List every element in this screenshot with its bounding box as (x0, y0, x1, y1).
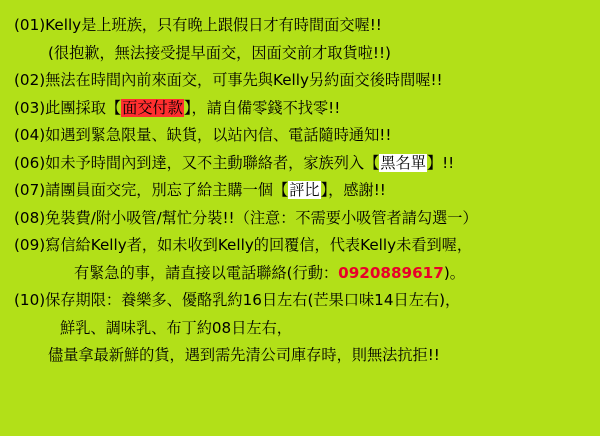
item-08-text: (08)免裝費/附小吸管/幫忙分裝!!（注意：不需要小吸管者請勾選一） (14, 208, 478, 227)
item-10 (14, 287, 590, 315)
item-07 (14, 177, 590, 205)
item-06-text: (06)如未予時間內到達，又不主動聯絡者，家族列入【 (14, 153, 380, 172)
item-04-text: (04)如遇到緊急限量、缺貨，以站內信、電話隨時通知!! (14, 126, 392, 144)
item-09-text: (09)寫信給Kelly者，如未收到Kelly的回覆信，代表Kelly未看到喔， (14, 236, 473, 254)
item-09 (14, 232, 590, 260)
item-04 (14, 122, 590, 150)
item-01-note (14, 40, 590, 68)
item-01-text: (01)Kelly是上班族，只有晚上跟假日才有時間面交喔!! (14, 16, 382, 34)
item-03-highlight: 面交付款 (122, 98, 183, 117)
item-07-text: (07)請團員面交完，別忘了給主購一個【 (14, 181, 289, 199)
item-03 (14, 95, 590, 123)
item-09-cont (14, 260, 590, 288)
contact-phone-number: 0920889617 (338, 263, 444, 282)
item-09-cont-text: )。 (443, 263, 465, 282)
item-10-text: (10)保存期限：養樂多、優酪乳約16日左右(芒果口味14日左右)， (14, 291, 461, 309)
item-06 (14, 150, 590, 178)
item-07-text: 】，感謝!! (320, 181, 386, 199)
item-10-cont1-text: 鮮乳、調味乳、布丁約08日左右， (60, 318, 292, 337)
item-10-cont1 (14, 315, 590, 343)
item-10-cont2 (14, 342, 590, 370)
item-06-text: 】!! (426, 153, 455, 172)
item-08 (14, 205, 590, 233)
item-03-text: 】，請自備零錢不找零!! (183, 98, 341, 117)
item-09-cont-text: 有緊急的事，請直接以電話聯絡(行動： (74, 263, 339, 282)
item-06-highlight: 黑名單 (380, 153, 426, 172)
item-01 (14, 12, 590, 40)
item-02 (14, 67, 590, 95)
item-07-highlight: 評比 (289, 181, 320, 199)
item-01-note-text: (很抱歉，無法接受提早面交，因面交前才取貨啦!!) (48, 43, 391, 62)
item-10-cont2-text: 儘量拿最新鮮的貨，遇到需先清公司庫存時，則無法抗拒!! (48, 346, 440, 364)
item-02-text: (02)無法在時間內前來面交，可事先與Kelly另約面交後時間喔!! (14, 71, 443, 89)
item-03-text: (03)此團採取【 (14, 98, 122, 117)
